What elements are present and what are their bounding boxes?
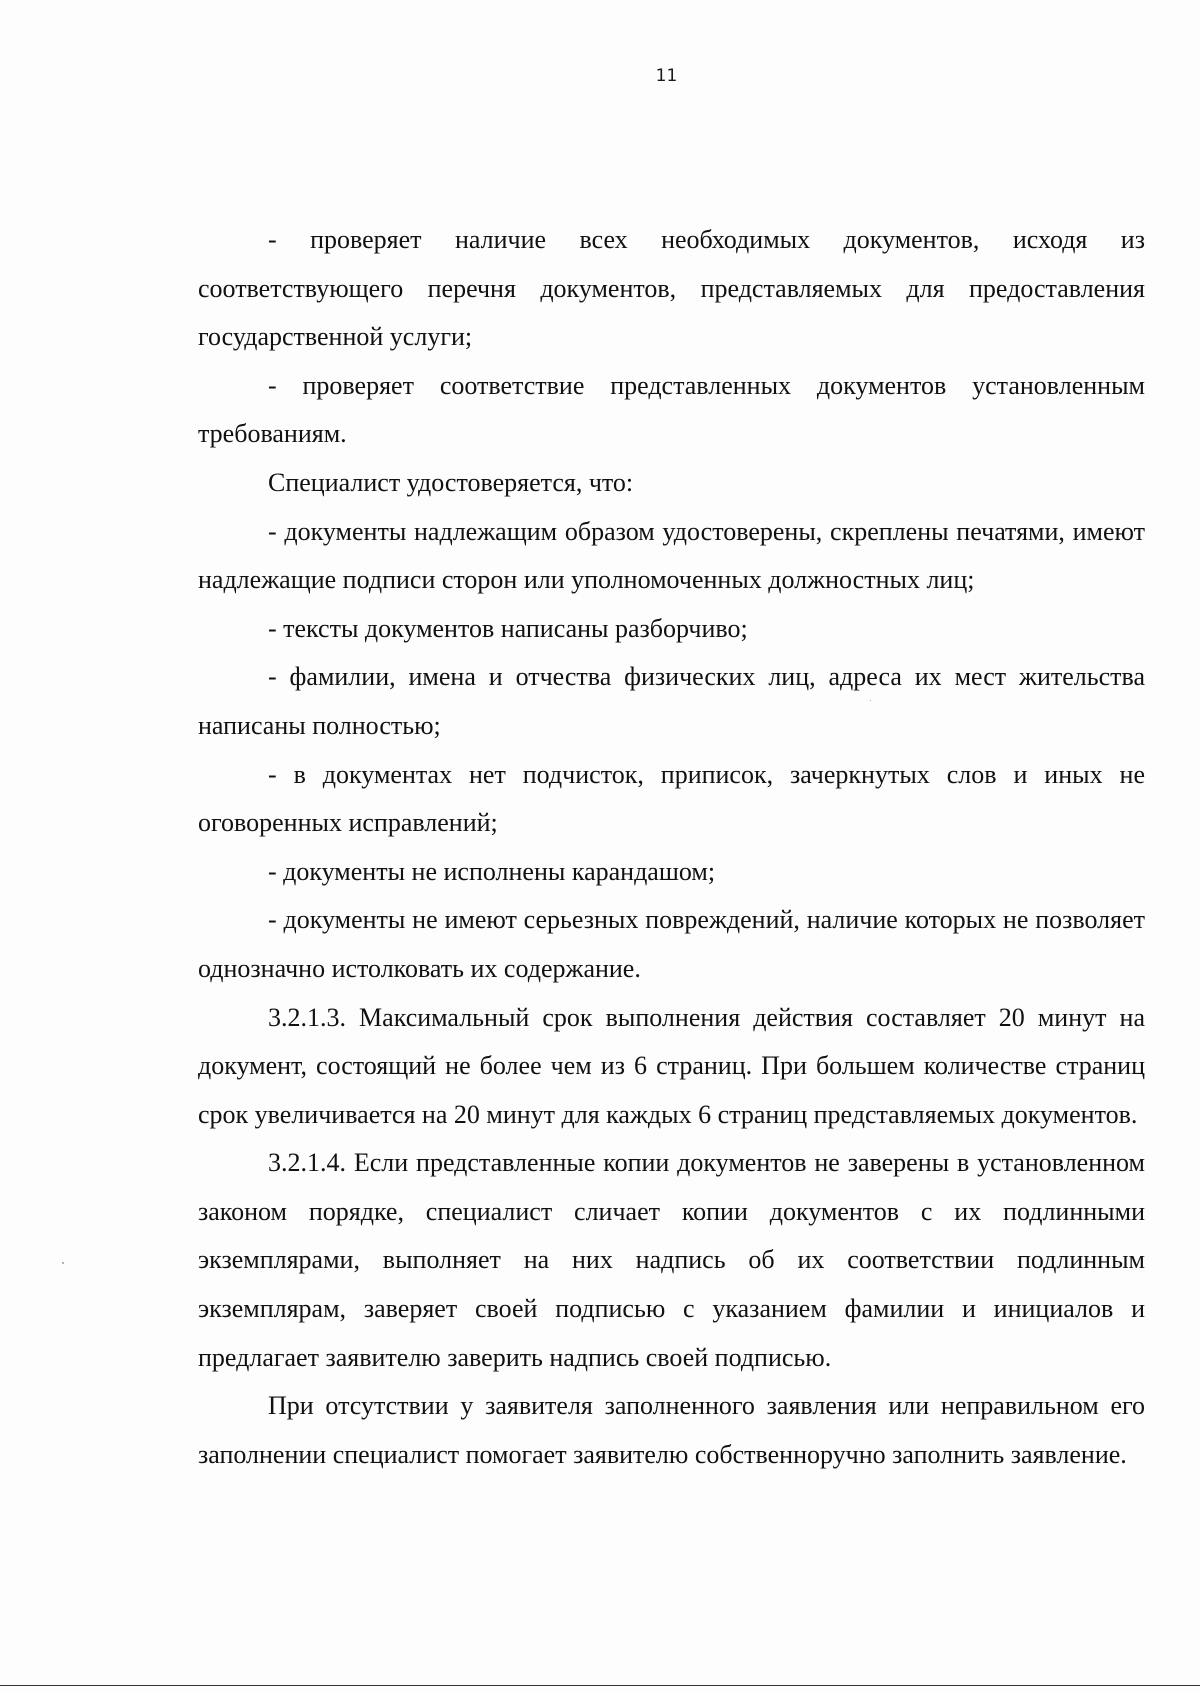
paragraph-section-3-2-1-4: 3.2.1.4. Если представленные копии документов не заверены в установленном законом порядке, специалист сличает копии документов с их подлинными экземплярами, выполняет на них надпись об их соответствии подлинным экземплярам, заверяет своей подписью с указанием фамилии и инициалов и предлагает заявителю заверить надпись своей подписью. — [198, 1148, 1145, 1372]
paragraph-no-damage: - документы не имеют серьезных повреждений, наличие которых не позволяет однозначно истолковать их содержание. — [198, 905, 1145, 983]
paragraph-check-compliance: - проверяет соответствие представленных документов установленным требованиям. — [198, 370, 1145, 449]
paragraph-no-erasures: - в документах нет подчисток, приписок, зачеркнутых слов и иных не оговоренных исправлений; — [198, 759, 1145, 838]
paragraph-no-pencil: - документы не исполнены карандашом; — [268, 856, 716, 886]
scan-speck — [870, 700, 871, 701]
paragraph-certified-stamps: - документы надлежащим образом удостоверены, скреплены печатями, имеют надлежащие подписи сторон или уполномоченных должностных лиц; — [198, 516, 1145, 595]
paragraph-application-help: При отсутствии у заявителя заполненного заявления или неправильном его заполнении специалист помогает заявителю собственноручно заполнить заявление. — [198, 1391, 1145, 1469]
paragraph-full-names: - фамилии, имена и отчества физических лиц, адреса их мест жительства написаны полностью; — [198, 662, 1145, 740]
scan-speck — [62, 1262, 64, 1264]
document-body — [198, 216, 1145, 1479]
paragraph-section-3-2-1-3: 3.2.1.3. Максимальный срок выполнения действия составляет 20 минут на документ, состоящий не более чем из 6 страниц. При большем количестве страниц срок увеличивается на 20 минут для каждых 6 страниц представляемых документов. — [198, 1002, 1145, 1129]
paragraph-legible-texts: - тексты документов написаны разборчиво; — [268, 613, 748, 643]
scan-edge-line — [0, 1685, 1200, 1686]
page-number: 11 — [655, 66, 678, 86]
paragraph-specialist-verifies: Специалист удостоверяется, что: — [268, 467, 634, 497]
paragraph-check-documents: - проверяет наличие всех необходимых документов, исходя из соответствующего перечня документов, представляемых для предоставления государственной услуги; — [198, 225, 1145, 352]
